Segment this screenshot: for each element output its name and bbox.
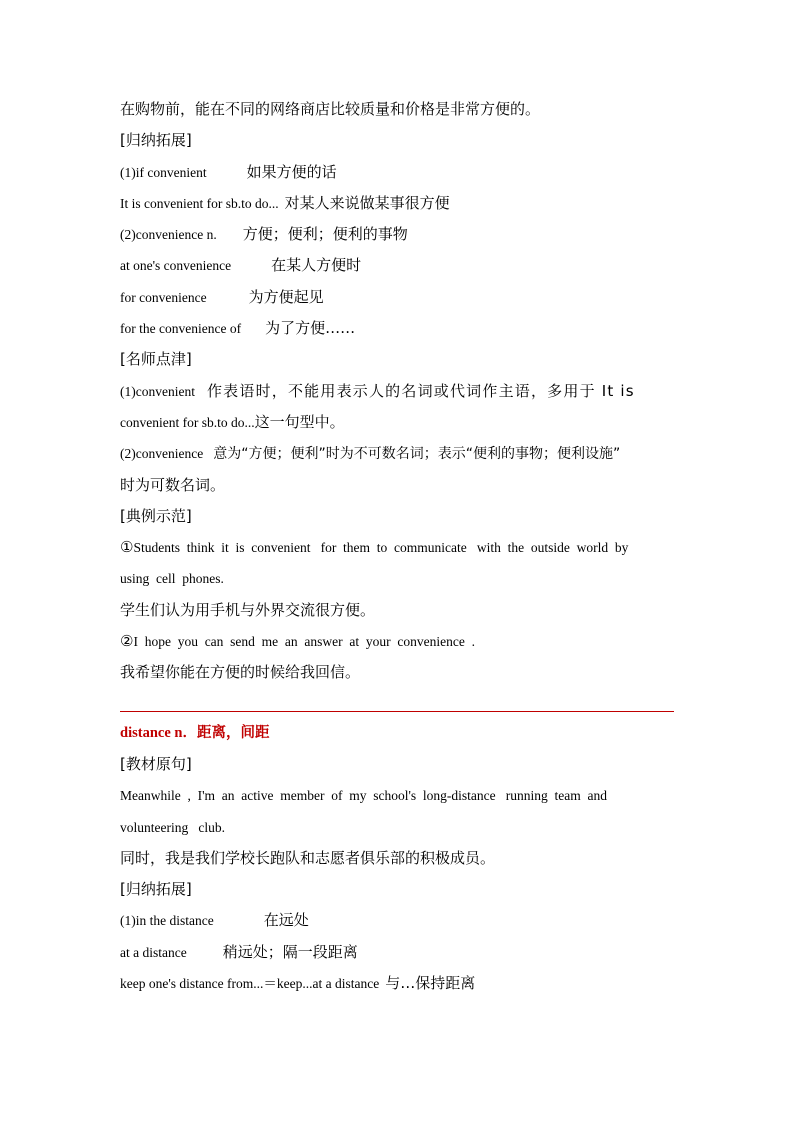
tip-line <box>120 376 674 407</box>
phrase-zh: 与…保持距离 <box>385 974 476 993</box>
phrase-en: (2)convenience n. <box>120 227 217 243</box>
number-circle-icon: ② <box>120 632 134 651</box>
example-sentence <box>120 532 674 563</box>
example-en: I hope you can send me an answer at your convenience . <box>133 634 475 650</box>
tip-line <box>120 438 674 469</box>
phrase-en: for convenience <box>120 289 207 305</box>
phrase-en: keep one's distance from...＝keep...at a distance <box>120 976 380 992</box>
phrase-row <box>120 937 674 968</box>
phrase-zh: 在远处 <box>263 911 309 930</box>
phrase-en: at a distance <box>120 944 187 960</box>
phrase-zh: 为方便起见 <box>248 287 324 306</box>
phrase-en: for the convenience of <box>120 321 242 337</box>
phrase-row <box>120 313 674 344</box>
example-heading: [典例示范] <box>120 506 192 525</box>
tip-line: 时为可数名词。 <box>120 475 226 494</box>
phrase-zh: 方便；便利；便利的事物 <box>242 225 408 244</box>
phrase-en: (1)if convenient <box>120 164 207 180</box>
example-zh: 学生们认为用手机与外界交流很方便。 <box>120 600 376 619</box>
section-divider <box>120 711 674 712</box>
example-en: using cell phones. <box>120 571 224 587</box>
phrase-row <box>120 157 674 188</box>
phrase-en: (1)in the distance <box>120 913 214 929</box>
phrase-zh: 对某人来说做某事很方便 <box>284 193 450 212</box>
source-translation: 同时，我是我们学校长跑队和志愿者俱乐部的积极成员。 <box>120 848 496 867</box>
source-sentence: Meanwhile , I'm an active member of my school's long-distance running team and <box>120 788 607 804</box>
tip-en: (2)convenience <box>120 446 204 462</box>
phrase-zh: 如果方便的话 <box>246 162 337 181</box>
phrase-row <box>120 282 674 313</box>
expand-heading: [归纳拓展] <box>120 131 192 150</box>
phrase-row <box>120 905 674 936</box>
example-sentence <box>120 626 674 657</box>
phrase-row <box>120 968 674 999</box>
expand-heading: [归纳拓展] <box>120 880 192 899</box>
tip-zh: 意为“方便；便利”时为不可数名词；表示“便利的事物；便利设施” <box>213 446 621 463</box>
number-circle-icon: ① <box>120 538 134 557</box>
tip-en: (1)convenient <box>120 383 195 399</box>
tip-zh: 作表语时，不能用表示人的名词或代词作主语，多用于 It is <box>206 381 635 400</box>
phrase-zh: 在某人方便时 <box>271 256 362 275</box>
phrase-en: It is convenient for sb.to do... <box>120 195 279 211</box>
phrase-zh: 稍远处；隔一段距离 <box>222 942 358 961</box>
source-sentence: volunteering club. <box>120 819 225 835</box>
phrase-en: at one's convenience <box>120 258 232 274</box>
example-zh: 我希望你能在方便的时候给我回信。 <box>120 663 361 682</box>
document-page <box>120 94 674 999</box>
source-heading: [教材原句] <box>120 754 192 773</box>
translation-text: 在购物前，能在不同的网络商店比较质量和价格是非常方便的。 <box>120 100 541 118</box>
tip-en: convenient for sb.to do... <box>120 414 255 430</box>
phrase-row <box>120 250 674 281</box>
phrase-zh: 为了方便…… <box>265 319 356 338</box>
tips-heading: [名师点津] <box>120 350 192 369</box>
tip-line <box>120 407 674 438</box>
tip-zh: 这一句型中。 <box>254 412 345 431</box>
phrase-row <box>120 219 674 250</box>
headword: distance n．距离，间距 <box>120 724 270 741</box>
example-en: Students think it is convenient for them to communicate with the outside world by <box>133 540 629 556</box>
phrase-row <box>120 188 674 219</box>
